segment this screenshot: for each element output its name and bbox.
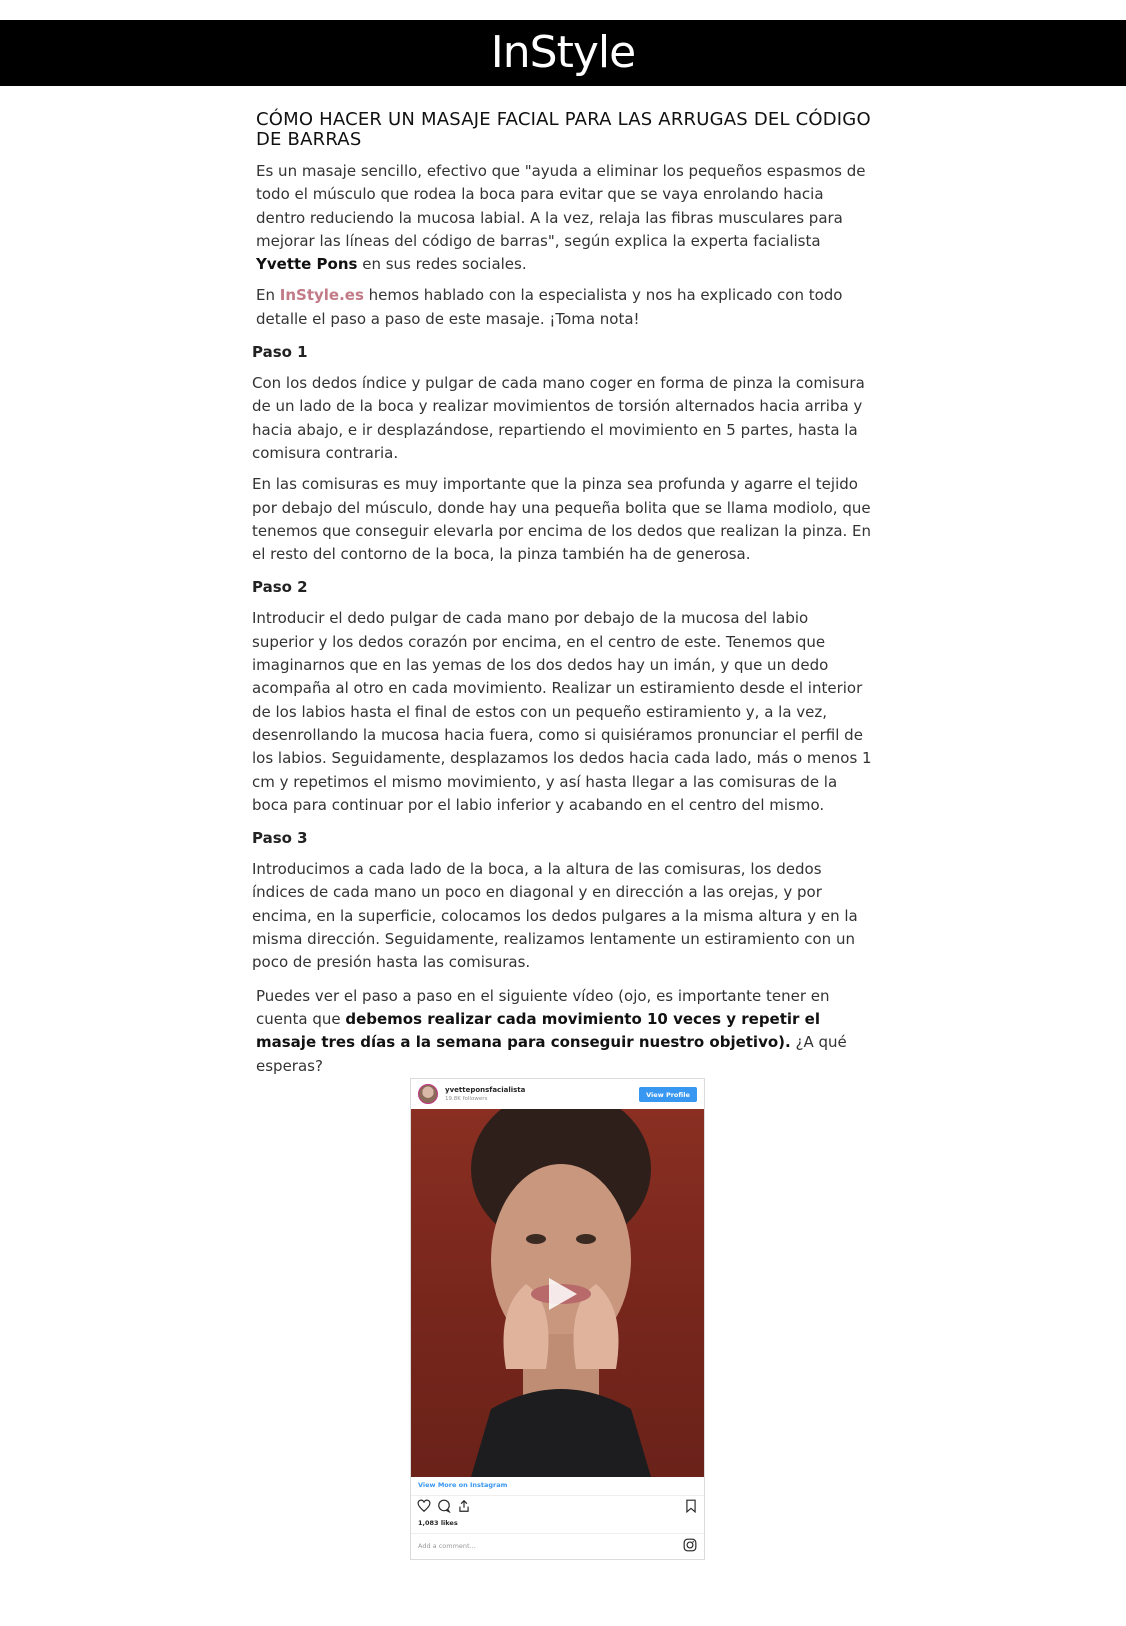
intro-text-end: en sus redes sociales. — [357, 255, 527, 274]
outro-text-end: ¿A qué esperas? — [256, 1033, 847, 1075]
intro2-paragraph — [256, 284, 872, 331]
step-1-title: Paso 1 — [252, 343, 308, 362]
intro-paragraph — [256, 160, 872, 276]
step-2-paragraph: Introducir el dedo pulgar de cada mano por debajo de la mucosa del labio superior y los dedos corazón por encima, en el centro de este. Tenemos que imaginarnos que en las yemas de los dos dedos hay un imán, y que un dedo acompaña al otro en cada movimiento. Realizar un estiramiento desde el interior de los labios hasta el final de estos con un pequeño estiramiento y, a la vez, desenrollando la mucosa hacia fuera, como si quisiéramos pronunciar el perfil de los labios. Seguidamente, desplazamos los dedos hacia cada lado, más o menos 1 cm y repetimos el mismo movimiento, y así hasta llegar a las comisuras de la boca para continuar por el labio inferior y acabando en el centro del mismo. — [252, 609, 872, 814]
view-more-instagram-link[interactable]: View More on Instagram — [418, 1481, 508, 1489]
intro2-text: En — [256, 286, 280, 305]
like-count: 1,083 likes — [418, 1519, 458, 1527]
avatar[interactable] — [418, 1084, 438, 1104]
step-1-paragraph: Con los dedos índice y pulgar de cada mano coger en forma de pinza la comisura de un lado de la boca y realizar movimientos de torsión alternados hacia arriba y hacia abajo, e ir desplazándose, repartiendo el movimiento en 5 partes, hasta la comisura contraria. — [252, 374, 865, 462]
instagram-username[interactable]: yvetteponsfacialista — [445, 1085, 526, 1094]
instagram-video[interactable] — [411, 1109, 704, 1477]
step-3-paragraph: Introducimos a cada lado de la boca, a la altura de las comisuras, los dedos índices de cada mano un poco en diagonal y en dirección a las orejas, y por encima, en la superficie, colocamos los dedos pulgares a la misma altura y en la misma dirección. Seguidamente, realizamos lentamente un estiramiento con un poco de presión hasta las comisuras. — [252, 860, 858, 972]
top-bar — [0, 20, 1126, 86]
intro2-text-end: hemos hablado con la especialista y nos ha explicado con todo detalle el paso a paso de este masaje. ¡Toma nota! — [256, 286, 843, 328]
instyle-logo[interactable]: InStyle — [490, 27, 636, 78]
outro-paragraph — [256, 985, 872, 1078]
instagram-actions — [417, 1499, 471, 1513]
heart-icon[interactable] — [417, 1499, 431, 1513]
instagram-icon[interactable] — [683, 1538, 697, 1552]
instagram-followers: 19.8K followers — [445, 1095, 488, 1102]
instagram-embed — [410, 1078, 705, 1560]
view-profile-button[interactable]: View Profile — [639, 1087, 697, 1102]
divider — [411, 1495, 704, 1496]
share-icon[interactable] — [457, 1499, 471, 1513]
play-icon[interactable] — [541, 1274, 581, 1314]
step-3-title: Paso 3 — [252, 829, 308, 848]
bookmark-icon[interactable] — [685, 1499, 697, 1513]
instagram-header — [411, 1079, 704, 1109]
step-2-title: Paso 2 — [252, 578, 308, 597]
comment-icon[interactable] — [437, 1499, 451, 1513]
step-1-paragraph: En las comisuras es muy importante que la pinza sea profunda y agarre el tejido por debajo del músculo, donde hay una pequeña bolita que se llama modiolo, que tenemos que conseguir elevarla por encima de los dedos que realizan la pinza. En el resto del contorno de la boca, la pinza también ha de generosa. — [252, 475, 872, 564]
intro-text: Es un masaje sencillo, efectivo que "ayuda a eliminar los pequeños espasmos de todo el músculo que rodea la boca para evitar que se vaya enrolando hacia dentro reduciendo la mucosa labial. A la vez, relaja las fibras musculares para mejorar las líneas del código de barras", según explica la experta facialista — [256, 162, 866, 250]
expert-name: Yvette Pons — [256, 255, 358, 274]
comment-input[interactable]: Add a comment... — [418, 1542, 476, 1550]
instyle-link[interactable]: InStyle.es — [279, 286, 364, 305]
article — [252, 110, 872, 1078]
instagram-user-info — [445, 1086, 525, 1103]
outro-bold: debemos realizar cada movimiento 10 veces y repetir el masaje tres días a la semana para conseguir nuestro objetivo). — [256, 1009, 820, 1052]
divider — [411, 1533, 704, 1534]
article-headline: CÓMO HACER UN MASAJE FACIAL PARA LAS ARRUGAS DEL CÓDIGO DE BARRAS — [256, 109, 871, 150]
outro-text: Puedes ver el paso a paso en el siguiente vídeo (ojo, es importante tener en cuenta que — [256, 986, 830, 1028]
